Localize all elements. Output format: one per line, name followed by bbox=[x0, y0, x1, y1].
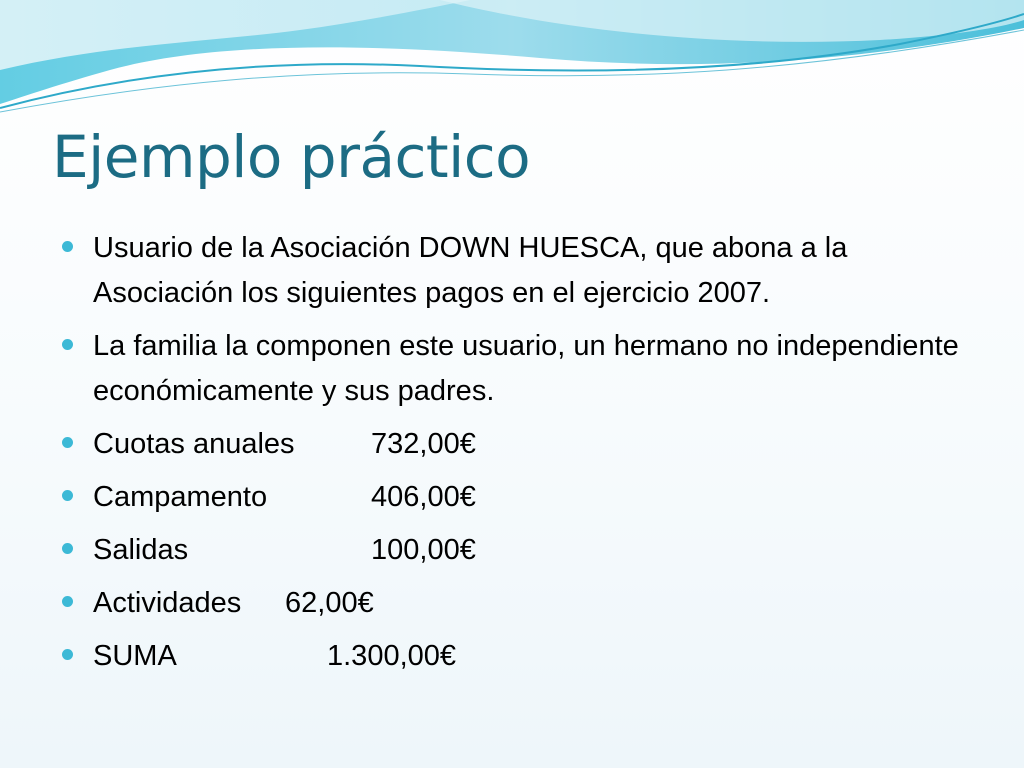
total-amount: 1.300,00€ bbox=[327, 640, 457, 672]
payment-amount: 100,00€ bbox=[371, 534, 476, 566]
payment-label: Campamento bbox=[93, 481, 268, 513]
header-wave-decoration bbox=[0, 0, 1024, 120]
payment-label: Cuotas anuales bbox=[93, 428, 295, 460]
bullet-item-cuotas bbox=[62, 422, 982, 467]
slide-title: Ejemplo práctico bbox=[52, 123, 531, 191]
bullet-item-suma bbox=[62, 634, 982, 679]
payment-amount: 62,00€ bbox=[285, 587, 374, 619]
bullet-dot-icon bbox=[62, 490, 73, 501]
payment-label: Actividades bbox=[93, 587, 242, 619]
bullet-text: La familia la componen este usuario, un hermano no independiente económicamente y sus padres. bbox=[93, 330, 959, 407]
bullet-dot-icon bbox=[62, 339, 73, 350]
bullet-text: Usuario de la Asociación DOWN HUESCA, que abona a la Asociación los siguientes pagos en el ejercicio 2007. bbox=[93, 232, 848, 309]
bullet-dot-icon bbox=[62, 596, 73, 607]
payment-label: Salidas bbox=[93, 534, 189, 566]
bullet-item-actividades bbox=[62, 581, 982, 626]
total-label: SUMA bbox=[93, 640, 177, 672]
bullet-item-salidas bbox=[62, 528, 982, 573]
bullet-item-user bbox=[62, 226, 982, 316]
bullet-item-family bbox=[62, 324, 982, 414]
bullet-item-campamento bbox=[62, 475, 982, 520]
bullet-dot-icon bbox=[62, 543, 73, 554]
payment-amount: 732,00€ bbox=[371, 428, 476, 460]
bullet-dot-icon bbox=[62, 649, 73, 660]
bullet-list bbox=[62, 226, 982, 687]
bullet-dot-icon bbox=[62, 437, 73, 448]
bullet-dot-icon bbox=[62, 241, 73, 252]
payment-amount: 406,00€ bbox=[371, 481, 476, 513]
